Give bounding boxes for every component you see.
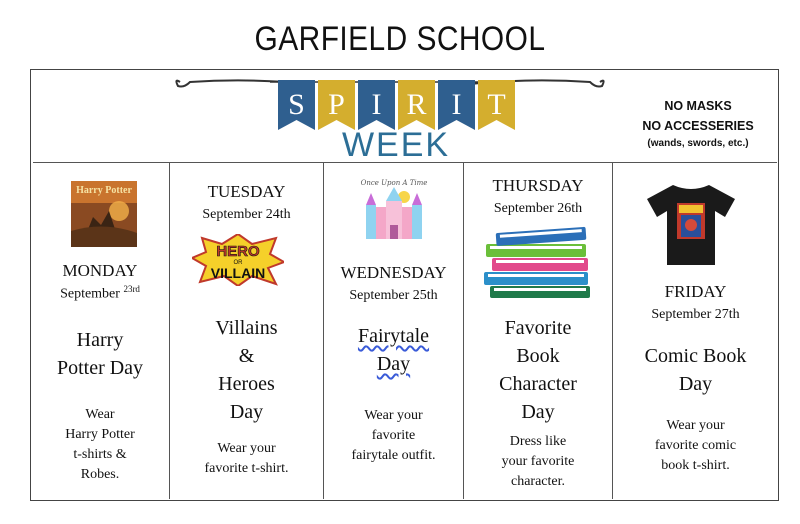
banner-letter: I	[451, 88, 462, 121]
day-description: Wear your favorite comic book t-shirt.	[654, 418, 737, 473]
day-theme: Favorite Book Character Day	[499, 317, 577, 423]
harry-potter-book-image	[71, 181, 137, 247]
comic-tshirt-image	[645, 181, 737, 267]
day-theme: Villains & Heroes Day	[215, 317, 278, 423]
day-description: Wear Harry Potter t-shirts & Robes.	[65, 407, 135, 482]
castle-caption: Once Upon A Time	[360, 179, 428, 187]
rules-notice	[626, 96, 770, 152]
day-name: THURSDAY	[492, 176, 584, 195]
rule-no-masks: NO MASKS	[664, 99, 732, 113]
villain-text: VILLAIN	[210, 265, 266, 281]
wednesday-column	[324, 164, 463, 498]
day-date: September 26th	[493, 201, 583, 216]
hero-text: HERO	[216, 243, 260, 260]
day-date: September 27th	[651, 307, 740, 322]
rule-examples: (wands, swords, etc.)	[647, 138, 749, 149]
page-title: GARFIELD SCHOOL	[254, 20, 546, 58]
day-date: September $^{23rd}$	[60, 284, 140, 302]
day-name: TUESDAY	[207, 182, 286, 201]
banner-letter: T	[487, 88, 506, 121]
hero-or-villain-image	[192, 234, 284, 286]
banner-subtitle: WEEK	[341, 126, 451, 162]
day-name: MONDAY	[62, 261, 138, 280]
banner-letter: R	[406, 88, 427, 121]
banner-letter: P	[328, 88, 345, 121]
or-text: OR	[233, 260, 243, 266]
thursday-column	[464, 164, 612, 498]
day-theme: Harry Potter Day	[56, 329, 144, 379]
header-divider	[33, 162, 777, 163]
day-theme: Fairytale Day	[357, 325, 430, 375]
banner-letter: S	[288, 88, 305, 121]
tuesday-column	[170, 164, 323, 498]
monday-column	[31, 164, 169, 498]
banner-letter: I	[371, 88, 382, 121]
day-date: September 24th	[202, 207, 291, 222]
fairytale-castle-image	[358, 177, 430, 243]
day-name: FRIDAY	[664, 282, 727, 301]
friday-column	[613, 164, 778, 498]
day-description: Wear your favorite t-shirt.	[204, 441, 289, 476]
day-theme: Comic Book Day	[644, 345, 747, 395]
spirit-week-banner	[170, 74, 610, 162]
day-description: Dress like your favorite character.	[501, 434, 575, 489]
rule-no-accessories: NO ACCESSERIES	[642, 119, 754, 133]
stack-of-books-image	[480, 224, 598, 302]
day-date: September 25th	[349, 288, 438, 303]
day-description: Wear your favorite fairytale outfit.	[351, 408, 436, 463]
banner-flags	[278, 80, 515, 130]
book-cover-title: Harry Potter	[76, 185, 132, 196]
day-name: WEDNESDAY	[340, 263, 447, 282]
